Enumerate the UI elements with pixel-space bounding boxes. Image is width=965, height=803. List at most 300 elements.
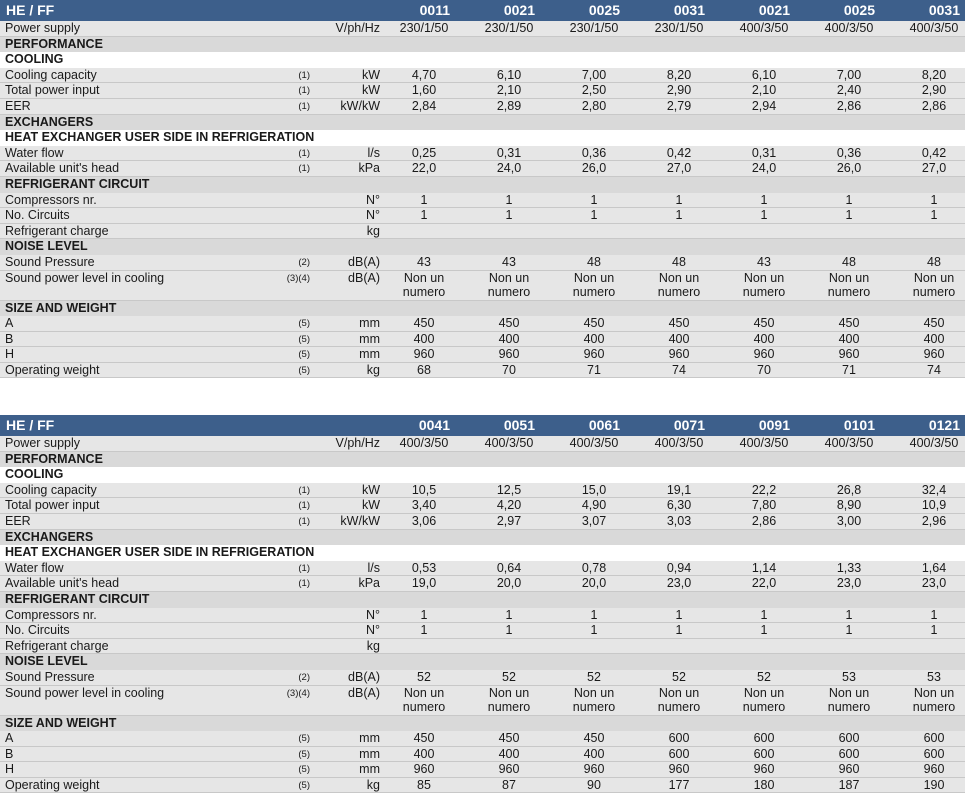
row-label: Sound Pressure <box>5 254 95 269</box>
row-value: 87 <box>502 777 516 792</box>
row-value: 960 <box>923 762 945 777</box>
row-value: 2,50 <box>581 83 607 98</box>
model-code: 0021 <box>758 2 790 18</box>
row-unit: kg <box>366 638 380 653</box>
row-value: 2,10 <box>496 83 522 98</box>
row-unit: N° <box>365 192 380 207</box>
exchanger-row <box>0 146 965 162</box>
row-value: 19,1 <box>666 482 692 497</box>
row-value: 1,14 <box>751 560 777 575</box>
row-value: 960 <box>583 762 605 777</box>
row-value: 22,0 <box>411 161 437 176</box>
row-value: 1 <box>930 192 938 207</box>
row-value: 960 <box>753 347 775 362</box>
row-value: 0,42 <box>921 145 947 160</box>
section-size-weight <box>0 716 965 732</box>
row-value: 960 <box>838 347 860 362</box>
row-unit: N° <box>365 208 380 223</box>
row-label: Water flow <box>5 145 64 160</box>
row-unit: kg <box>366 777 380 792</box>
row-value: 7,00 <box>836 67 862 82</box>
row-value: 32,4 <box>921 482 947 497</box>
row-value: 190 <box>923 777 945 792</box>
model-code: 0091 <box>758 417 790 433</box>
row-value: 53 <box>842 669 856 684</box>
row-label: Compressors nr. <box>5 192 97 207</box>
row-value: 960 <box>668 347 690 362</box>
row-value: 52 <box>417 669 431 684</box>
row-value: 450 <box>583 731 605 746</box>
row-unit: kPa <box>358 161 380 176</box>
row-value: 230/1/50 <box>399 21 449 35</box>
row-value: 48 <box>842 254 856 269</box>
row-value: 7,80 <box>751 498 777 513</box>
row-value: 400 <box>413 746 435 761</box>
section-noise <box>0 239 965 255</box>
section-performance <box>0 37 965 53</box>
cooling-row <box>0 99 965 115</box>
size-row <box>0 778 965 794</box>
exchanger-row <box>0 161 965 177</box>
model-code: 0021 <box>503 2 535 18</box>
row-unit: mm <box>359 731 380 746</box>
row-note: (1) <box>298 163 310 175</box>
row-unit: N° <box>365 607 380 622</box>
row-value: 53 <box>927 669 941 684</box>
section-title: REFRIGERANT CIRCUIT <box>5 176 150 191</box>
row-value: 6,10 <box>751 67 777 82</box>
row-value: 400 <box>498 746 520 761</box>
row-value: 960 <box>413 347 435 362</box>
row-value: Non un numero <box>402 270 446 299</box>
row-value: Non un numero <box>742 270 786 299</box>
section-cooling <box>0 467 965 483</box>
row-value: 600 <box>668 731 690 746</box>
row-label: H <box>5 347 15 362</box>
row-unit: V/ph/Hz <box>335 436 380 450</box>
row-value: 2,84 <box>411 98 437 113</box>
row-value: 2,89 <box>496 98 522 113</box>
row-label: Sound power level in cooling <box>5 685 165 700</box>
row-value: 2,94 <box>751 98 777 113</box>
row-value: 71 <box>842 362 856 377</box>
row-unit: kW <box>361 498 380 513</box>
row-value: 177 <box>668 777 690 792</box>
row-value: 1 <box>420 607 428 622</box>
row-value: 2,97 <box>496 513 522 528</box>
row-value: 1 <box>845 192 853 207</box>
exchanger-row <box>0 576 965 592</box>
row-unit: l/s <box>367 560 380 575</box>
row-label: Available unit's head <box>5 576 120 591</box>
section-heat-exchanger <box>0 545 965 561</box>
row-value: 7,00 <box>581 67 607 82</box>
row-value: 26,0 <box>836 161 862 176</box>
row-label: Cooling capacity <box>5 482 97 497</box>
row-value: 52 <box>757 669 771 684</box>
row-value: 230/1/50 <box>654 21 704 35</box>
row-value: 600 <box>923 731 945 746</box>
row-label: Refrigerant charge <box>5 223 109 238</box>
row-value: 1 <box>675 208 683 223</box>
section-title: PERFORMANCE <box>5 36 103 51</box>
row-value: 400 <box>583 331 605 346</box>
row-value: 23,0 <box>666 576 692 591</box>
model-code: 0071 <box>673 417 705 433</box>
size-row <box>0 316 965 332</box>
cooling-row <box>0 514 965 530</box>
row-value: 1 <box>930 208 938 223</box>
sound-power-row <box>0 271 965 301</box>
row-note: (3)(4) <box>286 687 310 699</box>
sound-power-row <box>0 686 965 716</box>
section-title: COOLING <box>5 52 64 67</box>
row-value: 43 <box>502 254 516 269</box>
row-label: A <box>5 316 14 331</box>
row-note: (1) <box>298 578 310 590</box>
row-value: 960 <box>583 347 605 362</box>
row-label: EER <box>5 98 31 113</box>
section-cooling <box>0 52 965 68</box>
row-value: 6,30 <box>666 498 692 513</box>
row-value: Non un numero <box>827 270 871 299</box>
row-value: 8,20 <box>921 67 947 82</box>
row-value: 1 <box>675 192 683 207</box>
row-value: 600 <box>753 746 775 761</box>
row-value: 960 <box>498 762 520 777</box>
row-value: 1,33 <box>836 560 862 575</box>
section-exchangers <box>0 530 965 546</box>
row-note: (1) <box>298 500 310 512</box>
cooling-row <box>0 83 965 99</box>
row-value: 1 <box>675 623 683 638</box>
row-value: 400/3/50 <box>739 436 789 450</box>
model-code: 0031 <box>928 2 960 18</box>
row-value: 450 <box>583 316 605 331</box>
row-unit: kPa <box>358 576 380 591</box>
row-value: 52 <box>587 669 601 684</box>
row-value: 3,40 <box>411 498 437 513</box>
row-value: 1 <box>760 208 768 223</box>
row-value: 23,0 <box>921 576 947 591</box>
row-note: (5) <box>298 318 310 330</box>
refrigerant-row <box>0 224 965 240</box>
model-code: 0101 <box>843 417 875 433</box>
refrigerant-row <box>0 208 965 224</box>
row-value: 71 <box>587 362 601 377</box>
row-label: Power supply <box>5 21 81 35</box>
row-note: (2) <box>298 671 310 683</box>
row-label: Cooling capacity <box>5 67 97 82</box>
row-value: 24,0 <box>496 161 522 176</box>
row-value: 52 <box>672 669 686 684</box>
row-value: 600 <box>838 746 860 761</box>
row-label: Power supply <box>5 436 81 450</box>
row-value: 43 <box>757 254 771 269</box>
row-value: 450 <box>498 316 520 331</box>
row-value: Non un numero <box>657 270 701 299</box>
row-value: 1 <box>420 208 428 223</box>
row-value: 1 <box>505 607 513 622</box>
row-value: 43 <box>417 254 431 269</box>
row-note: (1) <box>298 515 310 527</box>
row-unit: mm <box>359 316 380 331</box>
row-value: 450 <box>413 731 435 746</box>
row-value: 1 <box>930 607 938 622</box>
row-value: 0,42 <box>666 145 692 160</box>
row-value: 400/3/50 <box>909 21 959 35</box>
section-size-weight <box>0 301 965 317</box>
table-header <box>0 0 965 21</box>
row-label: Total power input <box>5 498 100 513</box>
section-noise <box>0 654 965 670</box>
row-value: 26,0 <box>581 161 607 176</box>
row-value: Non un numero <box>912 685 956 714</box>
row-value: 2,96 <box>921 513 947 528</box>
row-label: Operating weight <box>5 777 100 792</box>
spec-table-2 <box>0 415 965 793</box>
refrigerant-row <box>0 608 965 624</box>
row-unit: kW <box>361 482 380 497</box>
row-value: 0,53 <box>411 560 437 575</box>
row-value: 27,0 <box>666 161 692 176</box>
row-value: 70 <box>502 362 516 377</box>
row-value: 1 <box>420 192 428 207</box>
section-title: NOISE LEVEL <box>5 654 88 669</box>
row-unit: l/s <box>367 145 380 160</box>
section-title: SIZE AND WEIGHT <box>5 300 117 315</box>
row-value: 450 <box>413 316 435 331</box>
cooling-row <box>0 68 965 84</box>
row-value: 1,60 <box>411 83 437 98</box>
row-value: 24,0 <box>751 161 777 176</box>
power-supply-row <box>0 21 965 37</box>
row-value: 20,0 <box>496 576 522 591</box>
row-note: (5) <box>298 779 310 791</box>
table-title: HE / FF <box>6 2 55 18</box>
row-value: 400/3/50 <box>909 436 959 450</box>
row-label: Operating weight <box>5 362 100 377</box>
row-value: 10,5 <box>411 482 437 497</box>
row-value: 2,10 <box>751 83 777 98</box>
row-value: 600 <box>753 731 775 746</box>
model-code: 0121 <box>928 417 960 433</box>
row-value: 48 <box>927 254 941 269</box>
row-value: 1 <box>675 607 683 622</box>
row-unit: V/ph/Hz <box>335 21 380 35</box>
row-value: 400 <box>583 746 605 761</box>
row-label: A <box>5 731 14 746</box>
row-label: Refrigerant charge <box>5 638 109 653</box>
section-title: NOISE LEVEL <box>5 239 88 254</box>
row-value: 0,31 <box>496 145 522 160</box>
row-note: (1) <box>298 562 310 574</box>
row-value: 400/3/50 <box>399 436 449 450</box>
row-note: (1) <box>298 147 310 159</box>
section-refrigerant <box>0 177 965 193</box>
row-value: Non un numero <box>487 270 531 299</box>
row-label: B <box>5 331 14 346</box>
row-value: 8,20 <box>666 67 692 82</box>
row-value: 0,25 <box>411 145 437 160</box>
row-note: (5) <box>298 349 310 361</box>
row-value: 230/1/50 <box>484 21 534 35</box>
row-value: 180 <box>753 777 775 792</box>
row-label: Compressors nr. <box>5 607 97 622</box>
row-label: Water flow <box>5 560 64 575</box>
section-title: SIZE AND WEIGHT <box>5 715 117 730</box>
row-note: (5) <box>298 733 310 745</box>
row-value: Non un numero <box>827 685 871 714</box>
row-value: 10,9 <box>921 498 947 513</box>
row-label: Sound power level in cooling <box>5 270 165 285</box>
cooling-row <box>0 498 965 514</box>
row-value: 1 <box>760 623 768 638</box>
refrigerant-row <box>0 639 965 655</box>
row-unit: kg <box>366 362 380 377</box>
row-value: 22,0 <box>751 576 777 591</box>
row-value: 70 <box>757 362 771 377</box>
row-unit: mm <box>359 762 380 777</box>
row-value: 600 <box>923 746 945 761</box>
row-value: 48 <box>672 254 686 269</box>
row-value: 1,64 <box>921 560 947 575</box>
row-value: Non un numero <box>912 270 956 299</box>
row-value: 1 <box>590 607 598 622</box>
row-value: 400/3/50 <box>569 436 619 450</box>
row-value: 1 <box>760 192 768 207</box>
row-value: 2,90 <box>921 83 947 98</box>
row-value: 1 <box>420 623 428 638</box>
row-value: 960 <box>753 762 775 777</box>
row-note: (5) <box>298 333 310 345</box>
row-note: (1) <box>298 85 310 97</box>
row-value: 400 <box>753 331 775 346</box>
row-value: 4,90 <box>581 498 607 513</box>
row-value: 960 <box>668 762 690 777</box>
row-value: 15,0 <box>581 482 607 497</box>
row-value: 2,86 <box>836 98 862 113</box>
row-value: 1 <box>505 208 513 223</box>
row-value: 1 <box>930 623 938 638</box>
model-code: 0025 <box>588 2 620 18</box>
cooling-row <box>0 483 965 499</box>
sound-pressure-row <box>0 255 965 271</box>
row-value: 27,0 <box>921 161 947 176</box>
row-value: 1 <box>590 623 598 638</box>
row-unit: dB(A) <box>348 685 380 700</box>
row-value: 20,0 <box>581 576 607 591</box>
size-row <box>0 363 965 379</box>
row-value: 450 <box>838 316 860 331</box>
row-value: 400/3/50 <box>654 436 704 450</box>
row-value: 3,06 <box>411 513 437 528</box>
row-label: Sound Pressure <box>5 669 95 684</box>
row-value: 74 <box>672 362 686 377</box>
row-value: 8,90 <box>836 498 862 513</box>
row-value: 2,90 <box>666 83 692 98</box>
row-value: 600 <box>668 746 690 761</box>
row-unit: kW/kW <box>340 513 380 528</box>
row-value: 1 <box>590 192 598 207</box>
row-unit: dB(A) <box>348 669 380 684</box>
row-value: 450 <box>498 731 520 746</box>
model-code: 0061 <box>588 417 620 433</box>
refrigerant-row <box>0 193 965 209</box>
row-label: B <box>5 746 14 761</box>
row-value: 0,94 <box>666 560 692 575</box>
row-note: (5) <box>298 364 310 376</box>
row-value: 19,0 <box>411 576 437 591</box>
row-value: 0,64 <box>496 560 522 575</box>
row-value: Non un numero <box>402 685 446 714</box>
row-unit: kW <box>361 83 380 98</box>
row-value: 0,36 <box>581 145 607 160</box>
row-unit: mm <box>359 331 380 346</box>
row-value: 26,8 <box>836 482 862 497</box>
row-value: 48 <box>587 254 601 269</box>
row-value: 4,70 <box>411 67 437 82</box>
row-value: 23,0 <box>836 576 862 591</box>
row-value: 2,79 <box>666 98 692 113</box>
size-row <box>0 347 965 363</box>
row-value: 400 <box>923 331 945 346</box>
row-label: No. Circuits <box>5 623 70 638</box>
row-note: (1) <box>298 484 310 496</box>
section-title: PERFORMANCE <box>5 451 103 466</box>
row-value: 52 <box>502 669 516 684</box>
row-unit: kg <box>366 223 380 238</box>
size-row <box>0 332 965 348</box>
row-value: Non un numero <box>657 685 701 714</box>
size-row <box>0 762 965 778</box>
row-value: 400/3/50 <box>739 21 789 35</box>
row-value: 400/3/50 <box>484 436 534 450</box>
row-value: 450 <box>668 316 690 331</box>
table-title: HE / FF <box>6 417 55 433</box>
size-row <box>0 731 965 747</box>
row-value: 187 <box>838 777 860 792</box>
row-value: Non un numero <box>742 685 786 714</box>
row-value: 1 <box>760 607 768 622</box>
row-value: 600 <box>838 731 860 746</box>
model-code: 0031 <box>673 2 705 18</box>
row-note: (5) <box>298 764 310 776</box>
spec-table-1 <box>0 0 965 378</box>
row-value: 1 <box>505 192 513 207</box>
section-title: EXCHANGERS <box>5 114 94 129</box>
row-value: 2,40 <box>836 83 862 98</box>
section-refrigerant <box>0 592 965 608</box>
table-header <box>0 415 965 436</box>
model-code: 0025 <box>843 2 875 18</box>
row-value: 400 <box>668 331 690 346</box>
row-value: 4,20 <box>496 498 522 513</box>
row-value: 400 <box>498 331 520 346</box>
row-value: 3,03 <box>666 513 692 528</box>
power-supply-row <box>0 436 965 452</box>
section-performance <box>0 452 965 468</box>
row-value: 68 <box>417 362 431 377</box>
row-value: 85 <box>417 777 431 792</box>
row-value: 12,5 <box>496 482 522 497</box>
model-code: 0051 <box>503 417 535 433</box>
row-value: 6,10 <box>496 67 522 82</box>
row-value: 74 <box>927 362 941 377</box>
section-title: EXCHANGERS <box>5 529 94 544</box>
section-title: HEAT EXCHANGER USER SIDE IN REFRIGERATION <box>5 130 315 145</box>
row-value: 960 <box>498 347 520 362</box>
